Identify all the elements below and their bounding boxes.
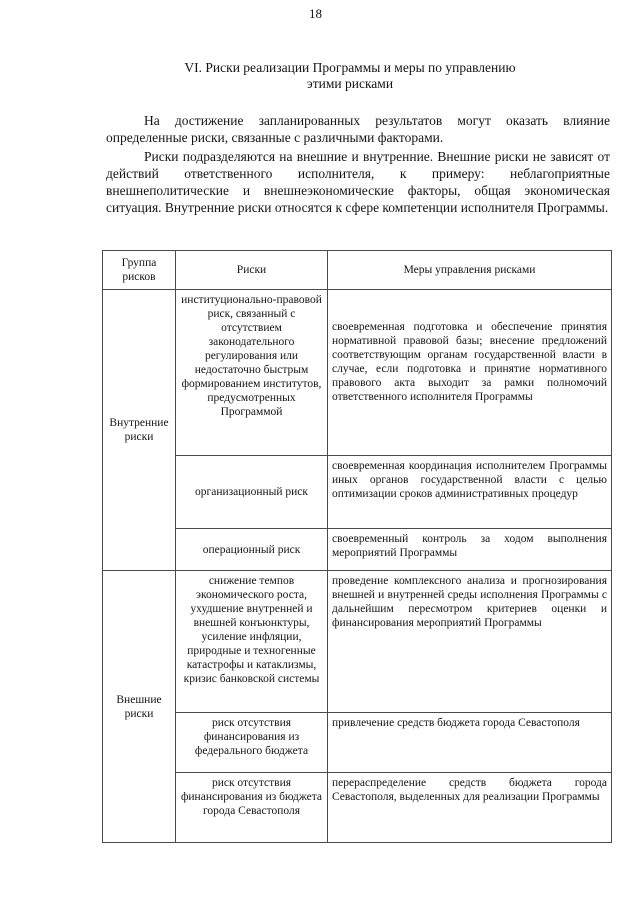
table-row bbox=[103, 713, 612, 773]
header-risk-group: Группа рисков bbox=[103, 251, 176, 290]
header-measures: Меры управления рисками bbox=[328, 251, 612, 290]
measure-cell: проведение комплексного анализа и прогнозирования внешней и внутренней среды исполнения Программы с дальнейшим пересмотром критериев оценки и финансирования мероприятий Программы bbox=[328, 571, 612, 713]
measure-cell: привлечение средств бюджета города Севастополя bbox=[328, 713, 612, 773]
risk-cell: операционный риск bbox=[176, 529, 328, 571]
risk-table bbox=[102, 250, 612, 843]
table-row bbox=[103, 571, 612, 713]
paragraph-1: На достижение запланированных результатов могут оказать влияние определенные риски, связанные с различными факторами. bbox=[106, 113, 610, 145]
page-number: 18 bbox=[309, 6, 322, 21]
section-title bbox=[150, 60, 550, 92]
table-row bbox=[103, 456, 612, 529]
section-title-line-1: VI. Риски реализации Программы и меры по управлению bbox=[184, 60, 516, 75]
risk-cell: снижение темпов экономического роста, ухудшение внутренней и внешней конъюнктуры, усиление инфляции, природные и техногенные катастрофы и катаклизмы, кризис банковской системы bbox=[176, 571, 328, 713]
table-header-row bbox=[103, 251, 612, 290]
risk-cell: риск отсутствия финансирования из федерального бюджета bbox=[176, 713, 328, 773]
section-title-line-2: этими рисками bbox=[306, 76, 394, 91]
risk-cell: институционально-правовой риск, связанный с отсутствием законодательного регулирования или недостаточно быстрым формированием институтов, предусмотренных Программой bbox=[176, 290, 328, 456]
measure-cell: своевременная координация исполнителем Программы иных органов государственной власти с целью оптимизации сроков административных процедур bbox=[328, 456, 612, 529]
group-external: Внешние риски bbox=[103, 571, 176, 843]
paragraph-2: Риски подразделяются на внешние и внутренние. Внешние риски не зависят от действий ответственного исполнителя, к примеру: неблагоприятные внешнеполитические и внешнеэкономические факторы, общая экономическая ситуация. Внутренние риски относятся к сфере компетенции исполнителя Программы. bbox=[106, 149, 610, 215]
measure-cell: перераспределение средств бюджета города Севастополя, выделенных для реализации Программы bbox=[328, 773, 612, 843]
table-row bbox=[103, 773, 612, 843]
risk-cell: организационный риск bbox=[176, 456, 328, 529]
group-internal: Внутренние риски bbox=[103, 290, 176, 571]
risk-cell: риск отсутствия финансирования из бюджета города Севастополя bbox=[176, 773, 328, 843]
table-row bbox=[103, 290, 612, 456]
header-risks: Риски bbox=[176, 251, 328, 290]
measure-cell: своевременная подготовка и обеспечение принятия нормативной правовой базы; внесение предложений соответствующим органам государственной власти в случае, если подготовка и принятие нормативного правового акта выходит за рамки полномочий ответственного исполнителя Программы bbox=[328, 290, 612, 456]
table-row bbox=[103, 529, 612, 571]
measure-cell: своевременный контроль за ходом выполнения мероприятий Программы bbox=[328, 529, 612, 571]
